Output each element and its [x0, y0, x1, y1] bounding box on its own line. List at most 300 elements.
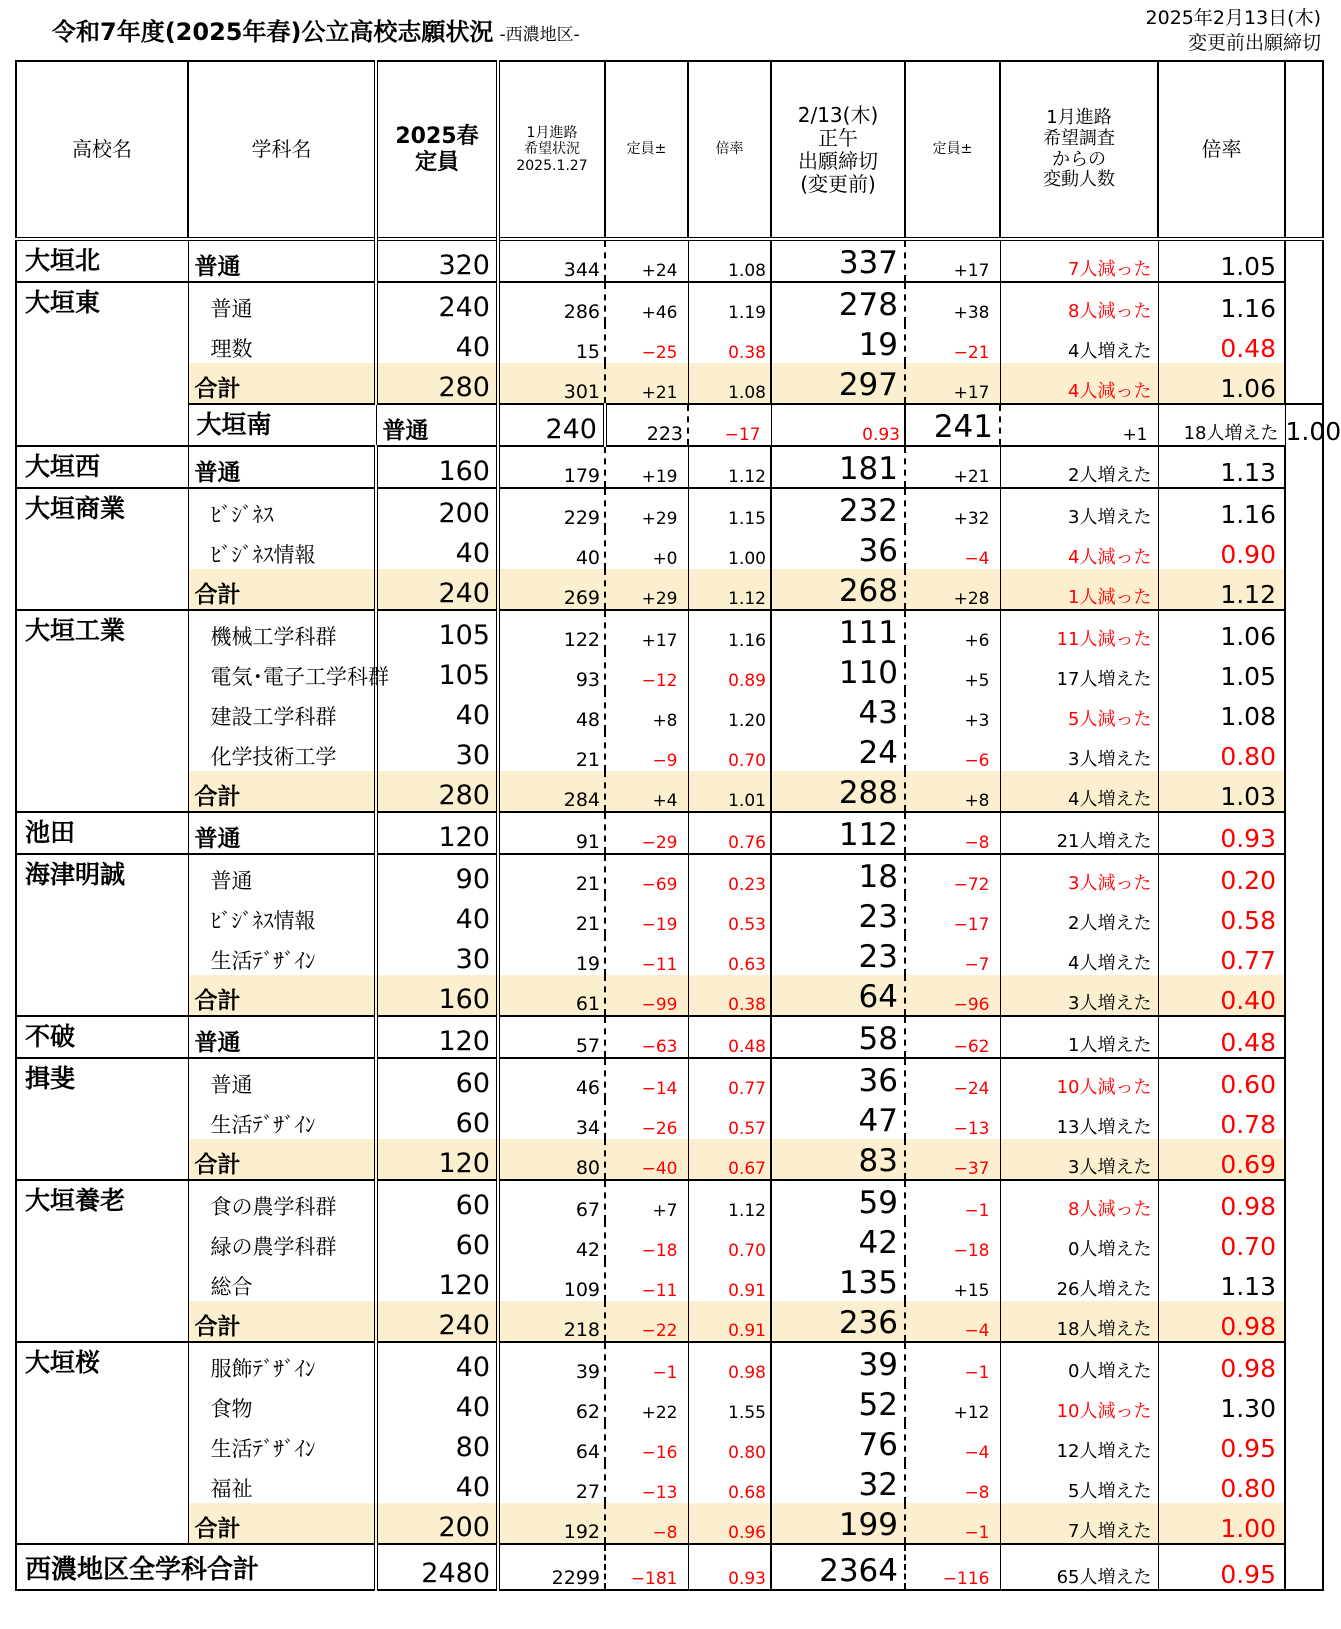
ratio1-cell: 1.12 [688, 1180, 771, 1221]
diff2-cell: +15 [905, 1261, 1000, 1301]
table-row [16, 812, 1323, 854]
applicants-cell: 111 [771, 610, 905, 651]
diff2-cell: +17 [905, 363, 1000, 404]
jan-survey-cell: 91 [498, 812, 605, 854]
page-title [52, 12, 580, 47]
ratio1-cell: 0.70 [688, 1221, 771, 1261]
applicants-cell: 337 [771, 239, 905, 282]
ratio1-cell: 0.96 [688, 1503, 771, 1544]
jan-survey-cell: 284 [498, 771, 605, 812]
school-name: 大垣桜 [16, 1342, 188, 1544]
diff1-cell: −69 [605, 854, 688, 895]
diff1-cell: −63 [605, 1016, 688, 1058]
diff2-cell: −4 [905, 529, 1000, 569]
table-row [16, 935, 1323, 975]
jan-survey-cell: 223 [605, 404, 688, 446]
applicants-cell: 232 [771, 488, 905, 529]
table-row [16, 1463, 1323, 1503]
diff2-cell: +5 [905, 651, 1000, 691]
capacity-cell: 2480 [376, 1544, 498, 1590]
header-ratio2: 倍率 [1158, 61, 1285, 239]
jan-survey-cell: 269 [498, 569, 605, 610]
capacity-cell: 60 [376, 1058, 498, 1099]
department-name: 普通 [188, 1016, 376, 1058]
capacity-cell: 60 [376, 1180, 498, 1221]
subtotal-label: 合計 [188, 363, 376, 404]
ratio1-cell: 0.53 [688, 895, 771, 935]
applicants-cell: 64 [771, 975, 905, 1016]
ratio2-cell: 1.08 [1158, 691, 1285, 731]
diff2-cell: +1 [1000, 404, 1158, 446]
school-name: 揖斐 [16, 1058, 188, 1180]
ratio1-cell: 1.16 [688, 610, 771, 651]
jan-survey-cell: 229 [498, 488, 605, 529]
change-cell: 11人減った [1000, 610, 1158, 651]
department-name: 普通 [188, 1058, 376, 1099]
diff2-cell: −8 [905, 812, 1000, 854]
diff1-cell: +19 [605, 446, 688, 488]
applicants-cell: 2364 [771, 1544, 905, 1590]
department-name: 総合 [188, 1261, 376, 1301]
jan-survey-cell: 57 [498, 1016, 605, 1058]
applicants-cell: 47 [771, 1099, 905, 1139]
ratio1-cell: 0.68 [688, 1463, 771, 1503]
capacity-cell: 320 [376, 239, 498, 282]
department-name: 普通 [188, 812, 376, 854]
ratio2-cell: 0.80 [1158, 1463, 1285, 1503]
department-name: 電気･電子工学科群 [188, 651, 376, 691]
applicants-cell: 32 [771, 1463, 905, 1503]
department-name: 生活ﾃﾞｻﾞｲﾝ [188, 1423, 376, 1463]
ratio2-cell: 1.13 [1158, 1261, 1285, 1301]
ratio1-cell: 1.00 [688, 529, 771, 569]
change-cell: 5人減った [1000, 691, 1158, 731]
capacity-cell: 40 [376, 1463, 498, 1503]
ratio1-cell: 0.70 [688, 731, 771, 771]
ratio1-cell: 0.63 [688, 935, 771, 975]
department-name: 食物 [188, 1383, 376, 1423]
change-cell: 4人増えた [1000, 935, 1158, 975]
department-name: 普通 [376, 404, 498, 446]
ratio2-cell: 0.80 [1158, 731, 1285, 771]
change-cell: 4人増えた [1000, 771, 1158, 812]
diff1-cell: +17 [605, 610, 688, 651]
applicants-cell: 36 [771, 529, 905, 569]
applicants-cell: 241 [905, 404, 1000, 446]
table-row [16, 691, 1323, 731]
diff2-cell: +8 [905, 771, 1000, 812]
department-name: 普通 [188, 282, 376, 323]
subtotal-label: 合計 [188, 1301, 376, 1342]
capacity-cell: 80 [376, 1423, 498, 1463]
diff2-cell: −24 [905, 1058, 1000, 1099]
header-jan-survey: 1月進路 希望状況 2025.1.27 [498, 61, 605, 239]
jan-survey-cell: 192 [498, 1503, 605, 1544]
school-name: 海津明誠 [16, 854, 188, 1016]
applicants-cell: 268 [771, 569, 905, 610]
department-name: ﾋﾞｼﾞﾈｽ情報 [188, 529, 376, 569]
capacity-cell: 200 [376, 488, 498, 529]
change-cell: 7人減った [1000, 239, 1158, 282]
change-cell: 12人増えた [1000, 1423, 1158, 1463]
subtotal-row [16, 363, 1323, 404]
ratio1-cell: 0.91 [688, 1261, 771, 1301]
jan-survey-cell: 179 [498, 446, 605, 488]
date-note: 変更前出願締切 [1187, 32, 1321, 54]
applicants-cell: 110 [771, 651, 905, 691]
ratio1-cell: 1.55 [688, 1383, 771, 1423]
ratio2-cell: 0.98 [1158, 1180, 1285, 1221]
diff2-cell: +6 [905, 610, 1000, 651]
applicants-cell: 36 [771, 1058, 905, 1099]
diff2-cell: −13 [905, 1099, 1000, 1139]
header-ratio1: 倍率 [688, 61, 771, 239]
ratio1-cell: 0.80 [688, 1423, 771, 1463]
header-change: 1月進路 希望調査 からの 変動人数 [1000, 61, 1158, 239]
applicants-cell: 112 [771, 812, 905, 854]
jan-survey-cell: 80 [498, 1139, 605, 1180]
applicants-cell: 76 [771, 1423, 905, 1463]
capacity-cell: 120 [376, 1139, 498, 1180]
applicants-cell: 23 [771, 935, 905, 975]
change-cell: 17人増えた [1000, 651, 1158, 691]
ratio1-cell: 0.89 [688, 651, 771, 691]
jan-survey-cell: 344 [498, 239, 605, 282]
department-name: 食の農学科群 [188, 1180, 376, 1221]
header-school: 高校名 [16, 61, 188, 239]
jan-survey-cell: 286 [498, 282, 605, 323]
capacity-cell: 40 [376, 895, 498, 935]
ratio2-cell: 1.05 [1158, 239, 1285, 282]
diff1-cell: −22 [605, 1301, 688, 1342]
capacity-cell: 120 [376, 1016, 498, 1058]
ratio2-cell: 1.16 [1158, 488, 1285, 529]
department-name: 建設工学科群 [188, 691, 376, 731]
diff1-cell: +29 [605, 488, 688, 529]
change-cell: 0人増えた [1000, 1221, 1158, 1261]
department-name: 普通 [188, 239, 376, 282]
diff1-cell: −17 [688, 404, 771, 446]
ratio1-cell: 0.77 [688, 1058, 771, 1099]
jan-survey-cell: 21 [498, 731, 605, 771]
table-row [16, 488, 1323, 529]
subtotal-label: 合計 [188, 569, 376, 610]
ratio1-cell: 1.20 [688, 691, 771, 731]
jan-survey-cell: 64 [498, 1423, 605, 1463]
jan-survey-cell: 42 [498, 1221, 605, 1261]
change-cell: 2人増えた [1000, 446, 1158, 488]
applicants-cell: 39 [771, 1342, 905, 1383]
diff1-cell: −14 [605, 1058, 688, 1099]
diff1-cell: +7 [605, 1180, 688, 1221]
subtotal-row [16, 1503, 1323, 1544]
ratio2-cell: 1.06 [1158, 363, 1285, 404]
school-name: 大垣西 [16, 446, 188, 488]
ratio1-cell: 1.12 [688, 446, 771, 488]
diff2-cell: −96 [905, 975, 1000, 1016]
ratio2-cell: 0.98 [1158, 1301, 1285, 1342]
ratio1-cell: 0.57 [688, 1099, 771, 1139]
table-body [16, 239, 1341, 1590]
change-cell: 10人減った [1000, 1058, 1158, 1099]
ratio1-cell: 0.23 [688, 854, 771, 895]
jan-survey-cell: 39 [498, 1342, 605, 1383]
diff1-cell: −12 [605, 651, 688, 691]
diff1-cell: +8 [605, 691, 688, 731]
capacity-cell: 30 [376, 935, 498, 975]
diff2-cell: −8 [905, 1463, 1000, 1503]
capacity-cell: 200 [376, 1503, 498, 1544]
diff2-cell: −21 [905, 323, 1000, 363]
school-name: 大垣北 [16, 239, 188, 282]
change-cell: 3人増えた [1000, 975, 1158, 1016]
diff2-cell: −1 [905, 1503, 1000, 1544]
table-row [16, 1383, 1323, 1423]
change-cell: 1人増えた [1000, 1016, 1158, 1058]
table-row [16, 529, 1323, 569]
ratio2-cell: 0.48 [1158, 323, 1285, 363]
applicants-cell: 58 [771, 1016, 905, 1058]
subtotal-row [16, 1139, 1323, 1180]
applicants-cell: 18 [771, 854, 905, 895]
table-row [16, 446, 1323, 488]
department-name: 服飾ﾃﾞｻﾞｲﾝ [188, 1342, 376, 1383]
diff1-cell: +0 [605, 529, 688, 569]
ratio2-cell: 0.48 [1158, 1016, 1285, 1058]
change-cell: 5人増えた [1000, 1463, 1158, 1503]
ratio2-cell: 0.70 [1158, 1221, 1285, 1261]
department-name: 生活ﾃﾞｻﾞｲﾝ [188, 1099, 376, 1139]
jan-survey-cell: 48 [498, 691, 605, 731]
change-cell: 21人増えた [1000, 812, 1158, 854]
diff2-cell: −37 [905, 1139, 1000, 1180]
applicants-cell: 19 [771, 323, 905, 363]
applicants-cell: 24 [771, 731, 905, 771]
header-row [16, 61, 1323, 239]
applicants-cell: 42 [771, 1221, 905, 1261]
change-cell: 26人増えた [1000, 1261, 1158, 1301]
diff2-cell: −62 [905, 1016, 1000, 1058]
capacity-cell: 120 [376, 1261, 498, 1301]
jan-survey-cell: 34 [498, 1099, 605, 1139]
diff1-cell: +29 [605, 569, 688, 610]
title-text: 令和7年度(2025年春)公立高校志願状況 [52, 18, 494, 46]
department-name: 化学技術工学 [188, 731, 376, 771]
date-text: 2025年2月13日(木) [1145, 7, 1321, 29]
ratio1-cell: 0.98 [688, 1342, 771, 1383]
jan-survey-cell: 67 [498, 1180, 605, 1221]
diff2-cell: +38 [905, 282, 1000, 323]
diff2-cell: +12 [905, 1383, 1000, 1423]
ratio1-cell: 0.93 [688, 1544, 771, 1590]
ratio2-cell: 0.95 [1158, 1423, 1285, 1463]
diff2-cell: −116 [905, 1544, 1000, 1590]
header-feb-deadline: 2/13(木) 正午 出願締切 (変更前) [771, 61, 905, 239]
department-name: 理数 [188, 323, 376, 363]
diff1-cell: +24 [605, 239, 688, 282]
change-cell: 10人減った [1000, 1383, 1158, 1423]
ratio1-cell: 0.91 [688, 1301, 771, 1342]
ratio1-cell: 1.19 [688, 282, 771, 323]
table-row [16, 651, 1323, 691]
ratio2-cell: 1.30 [1158, 1383, 1285, 1423]
capacity-cell: 60 [376, 1099, 498, 1139]
change-cell: 3人増えた [1000, 731, 1158, 771]
diff1-cell: −1 [605, 1342, 688, 1383]
jan-survey-cell: 46 [498, 1058, 605, 1099]
diff1-cell: +22 [605, 1383, 688, 1423]
table-row [16, 731, 1323, 771]
subtotal-label: 合計 [188, 975, 376, 1016]
table-row [16, 1058, 1323, 1099]
diff1-cell: −16 [605, 1423, 688, 1463]
ratio2-cell: 0.78 [1158, 1099, 1285, 1139]
capacity-cell: 160 [376, 446, 498, 488]
school-name: 大垣養老 [16, 1180, 188, 1342]
change-cell: 3人減った [1000, 854, 1158, 895]
diff2-cell: −18 [905, 1221, 1000, 1261]
jan-survey-cell: 61 [498, 975, 605, 1016]
diff1-cell: −25 [605, 323, 688, 363]
applicants-cell: 297 [771, 363, 905, 404]
ratio1-cell: 1.12 [688, 569, 771, 610]
change-cell: 1人減った [1000, 569, 1158, 610]
diff1-cell: +46 [605, 282, 688, 323]
applicants-cell: 135 [771, 1261, 905, 1301]
jan-survey-cell: 15 [498, 323, 605, 363]
diff2-cell: +21 [905, 446, 1000, 488]
change-cell: 4人増えた [1000, 323, 1158, 363]
ratio2-cell: 0.69 [1158, 1139, 1285, 1180]
capacity-cell: 240 [376, 569, 498, 610]
ratio2-cell: 1.13 [1158, 446, 1285, 488]
ratio1-cell: 0.93 [771, 404, 905, 446]
ratio2-cell: 0.77 [1158, 935, 1285, 975]
ratio2-cell: 0.58 [1158, 895, 1285, 935]
capacity-cell: 280 [376, 771, 498, 812]
jan-survey-cell: 19 [498, 935, 605, 975]
ratio1-cell: 0.67 [688, 1139, 771, 1180]
capacity-cell: 105 [376, 651, 498, 691]
table-row [16, 1342, 1323, 1383]
ratio1-cell: 0.48 [688, 1016, 771, 1058]
diff2-cell: +32 [905, 488, 1000, 529]
school-name: 池田 [16, 812, 188, 854]
capacity-cell: 240 [376, 282, 498, 323]
school-name: 不破 [16, 1016, 188, 1058]
subtotal-label: 合計 [188, 771, 376, 812]
ratio2-cell: 0.93 [1158, 812, 1285, 854]
change-cell: 3人増えた [1000, 1139, 1158, 1180]
applicants-cell: 236 [771, 1301, 905, 1342]
applicants-cell: 181 [771, 446, 905, 488]
diff2-cell: −7 [905, 935, 1000, 975]
diff1-cell: −29 [605, 812, 688, 854]
department-name: 普通 [188, 446, 376, 488]
capacity-cell: 30 [376, 731, 498, 771]
diff1-cell: −99 [605, 975, 688, 1016]
capacity-cell: 280 [376, 363, 498, 404]
table-row [16, 1261, 1323, 1301]
ratio2-cell: 0.98 [1158, 1342, 1285, 1383]
table-row [16, 1221, 1323, 1261]
subtotal-row [16, 1301, 1323, 1342]
applicants-cell: 278 [771, 282, 905, 323]
ratio1-cell: 0.38 [688, 323, 771, 363]
change-cell: 65人増えた [1000, 1544, 1158, 1590]
ratio2-cell: 0.60 [1158, 1058, 1285, 1099]
applicants-cell: 52 [771, 1383, 905, 1423]
diff1-cell: +21 [605, 363, 688, 404]
region-subtitle: -西濃地区- [499, 25, 580, 45]
table-row [16, 1423, 1323, 1463]
header-diff1: 定員± [605, 61, 688, 239]
diff1-cell: −9 [605, 731, 688, 771]
department-name: 普通 [188, 854, 376, 895]
diff1-cell: −40 [605, 1139, 688, 1180]
table-row [16, 404, 1323, 446]
change-cell: 0人増えた [1000, 1342, 1158, 1383]
jan-survey-cell: 301 [498, 363, 605, 404]
diff2-cell: −4 [905, 1301, 1000, 1342]
grand-total-row [16, 1544, 1323, 1590]
capacity-cell: 40 [376, 529, 498, 569]
change-cell: 13人増えた [1000, 1099, 1158, 1139]
change-cell: 3人増えた [1000, 488, 1158, 529]
subtotal-label: 合計 [188, 1503, 376, 1544]
ratio1-cell: 1.01 [688, 771, 771, 812]
department-name: 生活ﾃﾞｻﾞｲﾝ [188, 935, 376, 975]
diff2-cell: −1 [905, 1342, 1000, 1383]
applicants-cell: 23 [771, 895, 905, 935]
header-capacity: 2025春 定員 [376, 61, 498, 239]
table-row [16, 239, 1323, 282]
diff2-cell: +17 [905, 239, 1000, 282]
ratio2-cell: 1.05 [1158, 651, 1285, 691]
applicants-cell: 199 [771, 1503, 905, 1544]
table-row [16, 1099, 1323, 1139]
table-row [16, 1016, 1323, 1058]
diff2-cell: +3 [905, 691, 1000, 731]
jan-survey-cell: 218 [498, 1301, 605, 1342]
jan-survey-cell: 93 [498, 651, 605, 691]
ratio1-cell: 1.08 [688, 363, 771, 404]
diff1-cell: −8 [605, 1503, 688, 1544]
school-name: 大垣工業 [16, 610, 188, 812]
capacity-cell: 60 [376, 1221, 498, 1261]
jan-survey-cell: 122 [498, 610, 605, 651]
jan-survey-cell: 2299 [498, 1544, 605, 1590]
school-name: 大垣南 [188, 404, 376, 446]
capacity-cell: 240 [376, 1301, 498, 1342]
grand-total-label: 西濃地区全学科合計 [16, 1544, 376, 1590]
ratio2-cell: 1.16 [1158, 282, 1285, 323]
change-cell: 18人増えた [1000, 1301, 1158, 1342]
diff2-cell: −6 [905, 731, 1000, 771]
department-name: 機械工学科群 [188, 610, 376, 651]
ratio2-cell: 1.00 [1285, 404, 1323, 446]
ratio1-cell: 0.76 [688, 812, 771, 854]
diff1-cell: +4 [605, 771, 688, 812]
jan-survey-cell: 109 [498, 1261, 605, 1301]
capacity-cell: 120 [376, 812, 498, 854]
jan-survey-cell: 62 [498, 1383, 605, 1423]
ratio2-cell: 0.95 [1158, 1544, 1285, 1590]
table-row [16, 1180, 1323, 1221]
applicants-cell: 83 [771, 1139, 905, 1180]
diff1-cell: −18 [605, 1221, 688, 1261]
ratio1-cell: 1.08 [688, 239, 771, 282]
